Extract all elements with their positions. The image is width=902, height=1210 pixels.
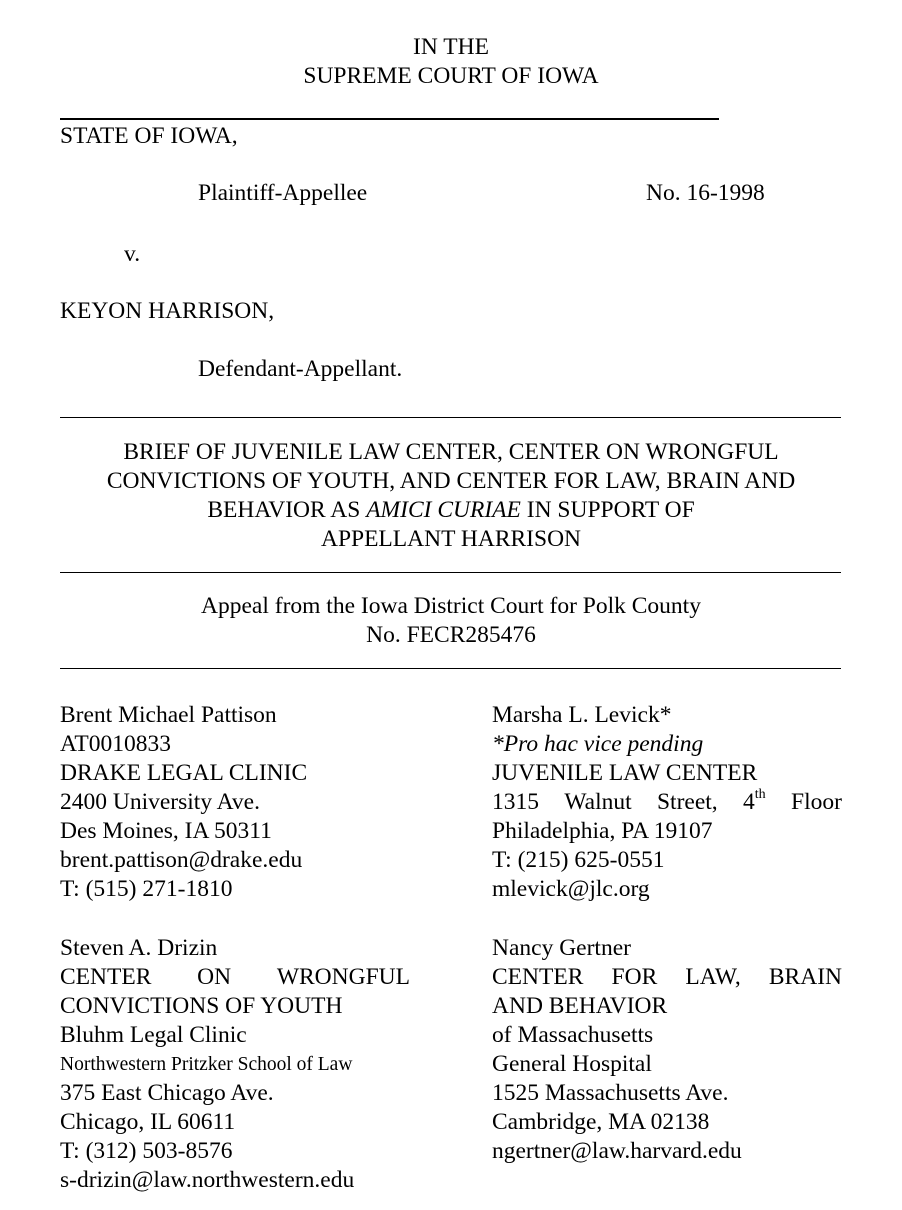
org-word: ON bbox=[197, 964, 232, 990]
counsel-city: Philadelphia, PA 19107 bbox=[492, 818, 713, 844]
counsel-street bbox=[492, 788, 842, 817]
org-word: WRONGFUL bbox=[276, 964, 410, 990]
org-word: LAW, bbox=[685, 964, 741, 990]
brief-title-line3-prefix: BEHAVIOR AS bbox=[207, 497, 367, 523]
counsel-street: 375 East Chicago Ave. bbox=[60, 1080, 274, 1106]
appeal-divider bbox=[60, 668, 841, 669]
plaintiff-name: STATE OF IOWA, bbox=[60, 123, 238, 149]
counsel-block-gertner bbox=[492, 934, 842, 1166]
org-word: BRAIN bbox=[768, 964, 842, 990]
counsel-organization: DRAKE LEGAL CLINIC bbox=[60, 760, 308, 786]
floor-number: 4 bbox=[743, 789, 755, 815]
counsel-city: Cambridge, MA 02138 bbox=[492, 1109, 710, 1135]
counsel-organization-line2: CONVICTIONS OF YOUTH bbox=[60, 993, 343, 1019]
counsel-city: Chicago, IL 60611 bbox=[60, 1109, 236, 1135]
counsel-name: Nancy Gertner bbox=[492, 935, 631, 961]
counsel-street: 1525 Massachusetts Ave. bbox=[492, 1080, 729, 1106]
org-word: CENTER bbox=[492, 964, 584, 990]
counsel-block-levick bbox=[492, 701, 842, 904]
brief-title-line4: APPELLANT HARRISON bbox=[320, 526, 582, 552]
case-number: No. 16-1998 bbox=[646, 180, 765, 206]
amici-curiae-italic: AMICI CURIAE bbox=[366, 497, 521, 523]
counsel-organization-line3: of Massachusetts bbox=[492, 1022, 654, 1048]
counsel-organization: JUVENILE LAW CENTER bbox=[492, 760, 758, 786]
counsel-email: mlevick@jlc.org bbox=[492, 876, 650, 902]
street-word: Floor bbox=[791, 789, 842, 815]
pro-hac-vice-note: *Pro hac vice pending bbox=[492, 731, 704, 757]
floor-ordinal: th bbox=[754, 787, 766, 803]
counsel-email: brent.pattison@drake.edu bbox=[60, 847, 303, 873]
counsel-city: Des Moines, IA 50311 bbox=[60, 818, 272, 844]
counsel-street: 2400 University Ave. bbox=[60, 789, 260, 815]
counsel-phone: T: (312) 503-8576 bbox=[60, 1138, 233, 1164]
versus: v. bbox=[124, 241, 141, 267]
counsel-name: Steven A. Drizin bbox=[60, 935, 218, 961]
counsel-organization-line2: AND BEHAVIOR bbox=[492, 993, 668, 1019]
counsel-clinic: Bluhm Legal Clinic bbox=[60, 1022, 247, 1048]
street-word: Street, bbox=[656, 789, 718, 815]
street-word: 1315 bbox=[492, 789, 539, 815]
brief-title-line2: CONVICTIONS OF YOUTH, AND CENTER FOR LAW, BRAIN AND bbox=[106, 468, 796, 494]
defendant-name: KEYON HARRISON, bbox=[60, 298, 275, 324]
brief-title-line3 bbox=[0, 496, 902, 525]
counsel-school: Northwestern Pritzker School of Law bbox=[60, 1054, 353, 1075]
org-word: CENTER bbox=[60, 964, 152, 990]
brief-title-line1: BRIEF OF JUVENILE LAW CENTER, CENTER ON WRONGFUL bbox=[123, 439, 779, 465]
appeal-line1: Appeal from the Iowa District Court for Polk County bbox=[201, 593, 701, 619]
counsel-bar-number: AT0010833 bbox=[60, 731, 171, 757]
court-heading-line2: SUPREME COURT OF IOWA bbox=[303, 63, 599, 89]
counsel-name: Brent Michael Pattison bbox=[60, 702, 277, 728]
heading-divider bbox=[60, 118, 719, 120]
caption-divider bbox=[60, 417, 841, 418]
counsel-note bbox=[492, 730, 842, 759]
street-floor bbox=[743, 788, 766, 817]
brief-title-line3-suffix: IN SUPPORT OF bbox=[520, 497, 695, 523]
title-divider bbox=[60, 572, 841, 573]
counsel-phone: T: (515) 271-1810 bbox=[60, 876, 233, 902]
counsel-organization-line1 bbox=[492, 963, 842, 992]
counsel-block-pattison bbox=[60, 701, 410, 904]
appeal-line2: No. FECR285476 bbox=[366, 622, 536, 648]
counsel-organization-line1 bbox=[60, 963, 410, 992]
court-heading-line1: IN THE bbox=[413, 34, 489, 60]
counsel-email: ngertner@law.harvard.edu bbox=[492, 1138, 742, 1164]
counsel-name: Marsha L. Levick* bbox=[492, 702, 672, 728]
counsel-block-drizin bbox=[60, 934, 410, 1195]
defendant-role: Defendant-Appellant. bbox=[198, 356, 403, 382]
plaintiff-role: Plaintiff-Appellee bbox=[198, 180, 368, 206]
counsel-organization-line4: General Hospital bbox=[492, 1051, 652, 1077]
counsel-email: s-drizin@law.northwestern.edu bbox=[60, 1167, 355, 1193]
org-word: FOR bbox=[611, 964, 658, 990]
street-word: Walnut bbox=[564, 789, 632, 815]
counsel-phone: T: (215) 625-0551 bbox=[492, 847, 665, 873]
